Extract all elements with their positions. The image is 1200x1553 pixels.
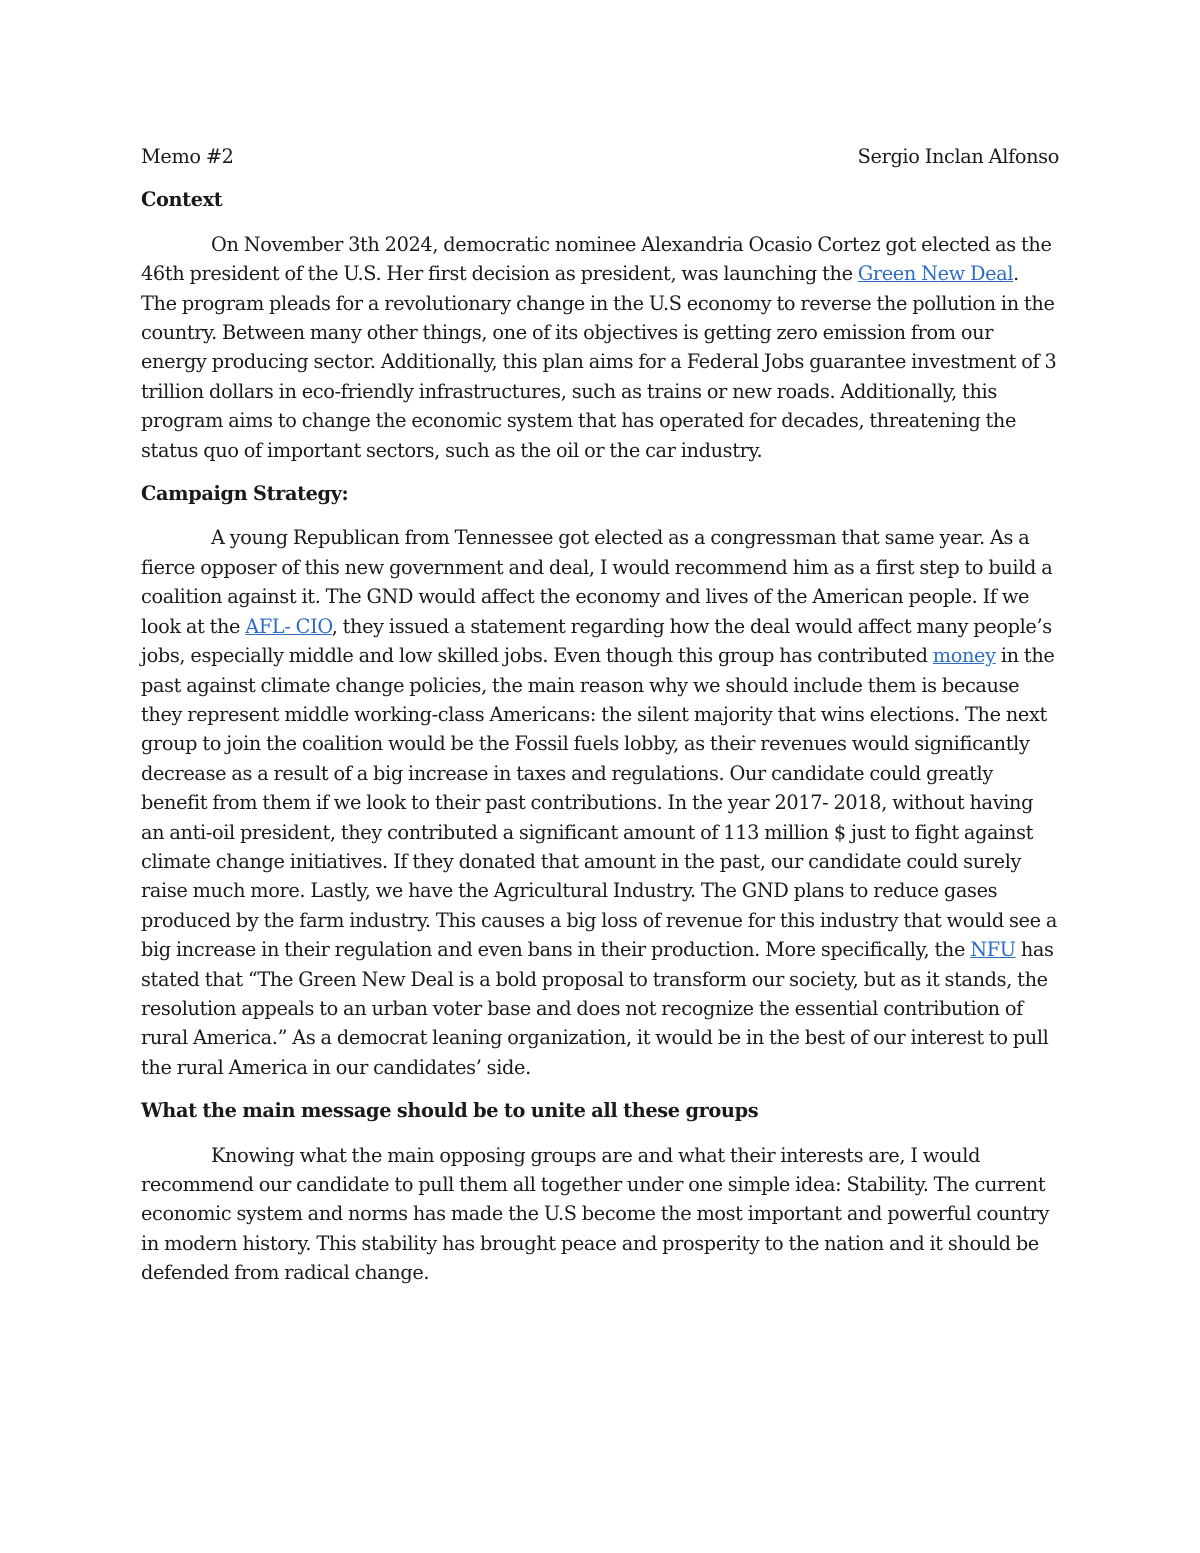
- context-text-2: . The program pleads for a revolutionary change in the U.S economy to reverse the pollution in the country. Between many other things, one of its objectives is getting zero emission from our energy producing sector. Additionally, this plan aims for a Federal Jobs guarantee investment of 3 trillion dollars in eco-friendly infrastructures, such as trains or new roads. Additionally, this program aims to change the economic system that has operated for decades, threatening the status quo of important sectors, such as the oil or the car industry.: [141, 262, 1057, 462]
- author-name: Sergio Inclan Alfonso: [857, 145, 1059, 168]
- campaign-text-3: in the past against climate change policies, the main reason why we should include them is because they represent middle working-class Americans: the silent majority that wins elections. The next group to join the coalition would be the Fossil fuels lobby, as their revenues would significantly decrease as a result of a big increase in taxes and regulations. Our candidate could greatly benefit from them if we look to their past contributions. In the year 2017- 2018, without having an anti-oil president, they contributed a significant amount of 113 million $ just to fight against climate change initiatives. If they donated that amount in the past, our candidate could surely raise much more. Lastly, we have the Agricultural Industry. The GND plans to reduce gases produced by the farm industry. This causes a big loss of revenue for this industry that would see a big increase in their regulation and even bans in their production. More specifically, the: [141, 644, 1057, 962]
- campaign-text-1: A young Republican from Tennessee got elected as a congressman that same year. As a fierce opposer of this new government and deal, I would recommend him as a first step to build a coalition against it. The GND would affect the economy and lives of the American people. If we look at the: [141, 526, 1053, 638]
- nfu-link[interactable]: NFU: [970, 938, 1016, 962]
- afl-cio-link[interactable]: AFL- CIO: [245, 614, 332, 638]
- context-paragraph: [141, 230, 1059, 465]
- context-text-1: On November 3th 2024, democratic nominee Alexandria Ocasio Cortez got elected as the 46th president of the U.S. Her first decision as president, was launching the: [141, 232, 1052, 286]
- context-heading: Context: [141, 188, 223, 212]
- campaign-strategy-paragraph: [141, 523, 1059, 1082]
- memo-header: [141, 142, 1059, 171]
- money-link[interactable]: money: [932, 644, 996, 668]
- main-message-paragraph: [141, 1141, 1059, 1288]
- memo-page: [141, 140, 1059, 1302]
- main-message-heading: What the main message should be to unite all these groups: [141, 1099, 759, 1123]
- campaign-text-2: , they issued a statement regarding how the deal would affect many people’s jobs, especially middle and low skilled jobs. Even though this group has contributed: [141, 614, 1052, 668]
- campaign-strategy-heading: Campaign Strategy:: [141, 482, 349, 506]
- message-text-1: Knowing what the main opposing groups are and what their interests are, I would recommend our candidate to pull them all together under one simple idea: Stability. The current economic system and norms has made the U.S become the most important and powerful country in modern history. This stability has brought peace and prosperity to the nation and it should be defended from radical change.: [141, 1143, 1050, 1285]
- memo-number: Memo #2: [141, 145, 234, 168]
- green-new-deal-link[interactable]: Green New Deal: [857, 262, 1014, 286]
- campaign-text-4: has stated that “The Green New Deal is a bold proposal to transform our society, but as it stands, the resolution appeals to an urban voter base and does not recognize the essential contribution of rural America.” As a democrat leaning organization, it would be in the best of our interest to pull the rural America in our candidates’ side.: [141, 938, 1054, 1079]
